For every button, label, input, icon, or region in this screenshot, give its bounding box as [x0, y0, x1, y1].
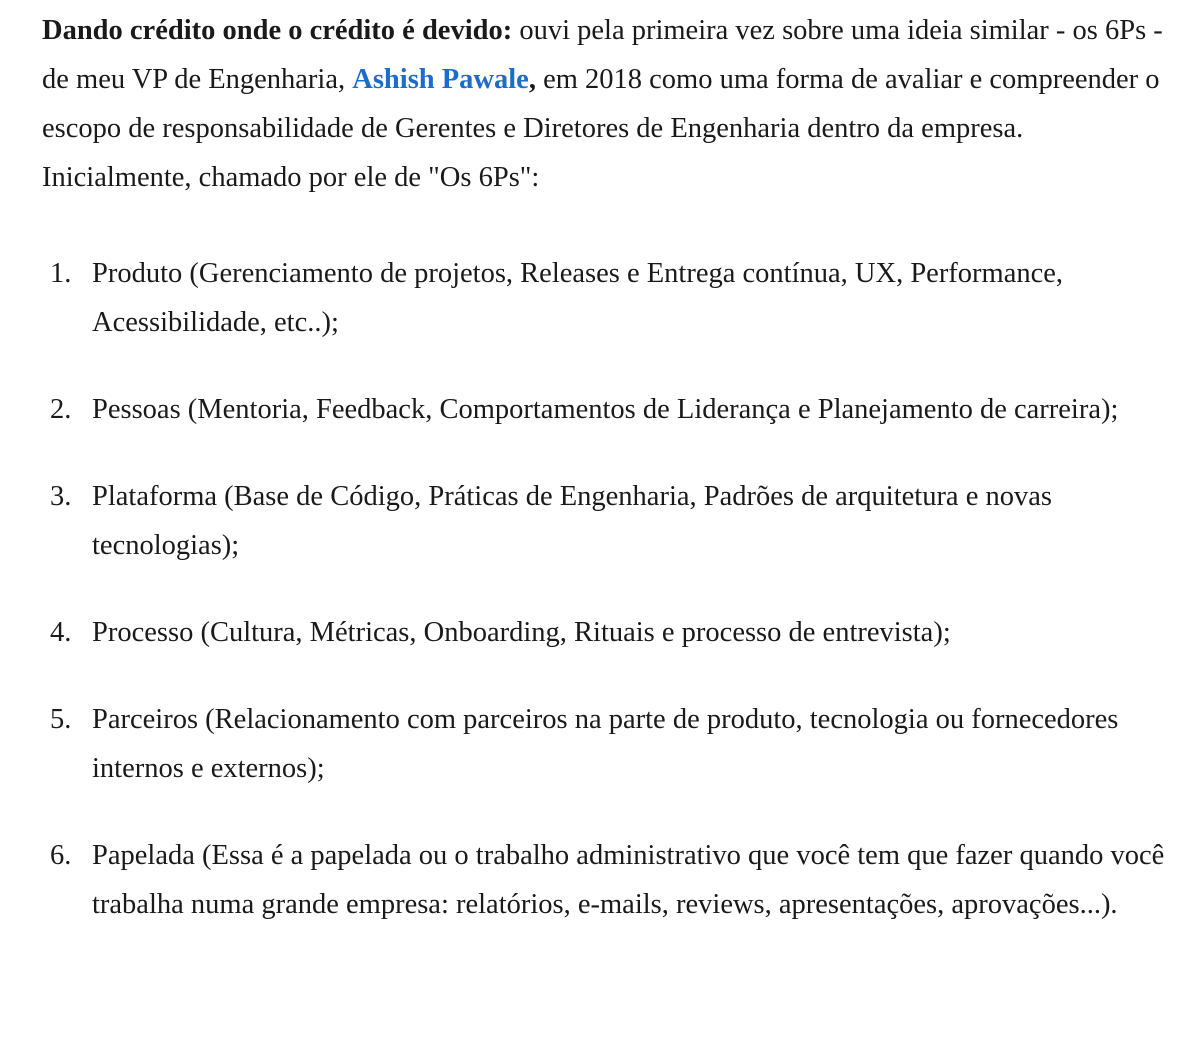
list-item [42, 695, 1172, 793]
list-item-number: 1. [50, 258, 72, 289]
intro-lead-bold: Dando crédito onde o crédito é devido: [42, 15, 513, 46]
document-body [42, 6, 1172, 929]
list-item-number: 2. [50, 394, 72, 425]
intro-text-before-link: ouvi pela primeira vez sobre uma ideia similar - os 6Ps - de meu VP de Engenharia, [42, 15, 1163, 95]
list-item [42, 385, 1172, 434]
list-item-text: Pessoas (Mentoria, Feedback, Comportamentos de Liderança e Planejamento de carreira); [92, 394, 1119, 425]
list-item [42, 472, 1172, 570]
list-item-text: Papelada (Essa é a papelada ou o trabalho administrativo que você tem que fazer quando você trabalha numa grande empresa: relatórios, e-mails, reviews, apresentações, aprovações...). [92, 840, 1165, 920]
list-item-text: Produto (Gerenciamento de projetos, Releases e Entrega contínua, UX, Performance, Acessibilidade, etc..); [92, 258, 1064, 338]
link-comma: , [528, 64, 536, 95]
list-item [42, 249, 1172, 347]
list-item-number: 4. [50, 617, 72, 648]
list-item-text: Processo (Cultura, Métricas, Onboarding, Rituais e processo de entrevista); [92, 617, 951, 648]
intro-text-after-link: em 2018 como uma forma de avaliar e compreender o escopo de responsabilidade de Gerentes e Diretores de Engenharia dentro da empresa. Inicialmente, chamado por ele de "Os 6Ps": [42, 64, 1160, 193]
author-link[interactable]: Ashish Pawale [352, 64, 529, 95]
list-item-text: Plataforma (Base de Código, Práticas de Engenharia, Padrões de arquitetura e novas tecnologias); [92, 481, 1052, 561]
list-item [42, 608, 1172, 657]
list-item-number: 6. [50, 840, 72, 871]
list-item-number: 3. [50, 481, 72, 512]
list-item-number: 5. [50, 704, 72, 735]
intro-paragraph [42, 6, 1172, 202]
list-item [42, 831, 1172, 929]
list-item-text: Parceiros (Relacionamento com parceiros na parte de produto, tecnologia ou fornecedores internos e externos); [92, 704, 1119, 784]
six-ps-list [42, 249, 1172, 929]
